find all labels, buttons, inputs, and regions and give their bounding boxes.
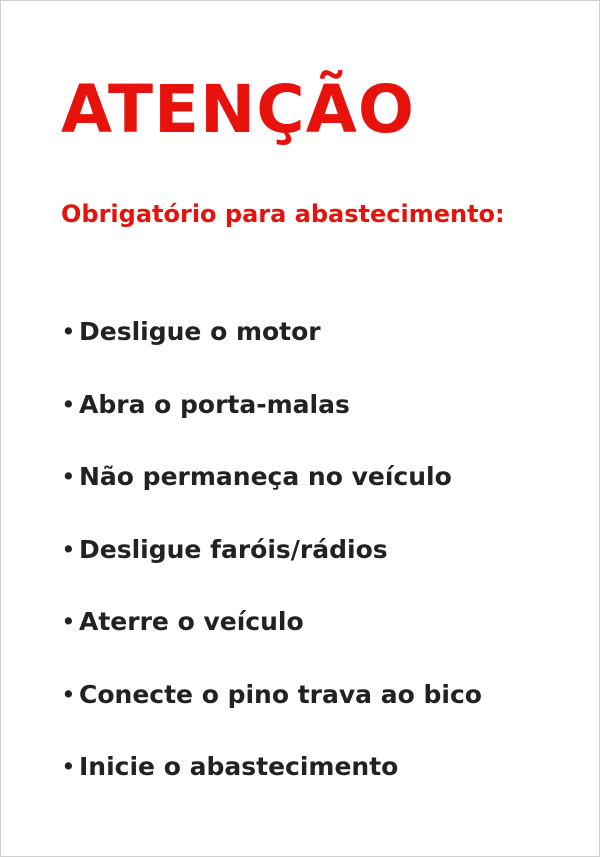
list-item bbox=[61, 459, 482, 532]
bullet-icon: • bbox=[61, 389, 76, 419]
list-item-text: Não permaneça no veículo bbox=[79, 462, 452, 491]
list-item-text: Desligue o motor bbox=[79, 317, 321, 346]
bullet-icon: • bbox=[61, 534, 76, 564]
list-item bbox=[61, 314, 482, 387]
bullet-icon: • bbox=[61, 752, 76, 781]
bullet-icon: • bbox=[61, 607, 76, 636]
bullet-icon: • bbox=[61, 317, 76, 346]
sign-subtitle: Obrigatório para abastecimento: bbox=[61, 200, 505, 228]
list-item-text: Aterre o veículo bbox=[79, 607, 304, 636]
list-item bbox=[61, 677, 482, 750]
list-item bbox=[61, 387, 482, 460]
list-item bbox=[61, 532, 482, 605]
list-item-text: Desligue faróis/rádios bbox=[79, 534, 388, 564]
list-item-text: Inicie o abastecimento bbox=[79, 752, 399, 781]
list-item bbox=[61, 604, 482, 677]
instruction-list bbox=[61, 314, 482, 822]
list-item-text: Abra o porta-malas bbox=[79, 389, 350, 419]
bullet-icon: • bbox=[61, 679, 76, 709]
bullet-icon: • bbox=[61, 462, 76, 491]
list-item bbox=[61, 749, 482, 822]
list-item-text: Conecte o pino trava ao bico bbox=[79, 679, 482, 709]
sign-title: ATENÇÃO bbox=[61, 71, 415, 148]
